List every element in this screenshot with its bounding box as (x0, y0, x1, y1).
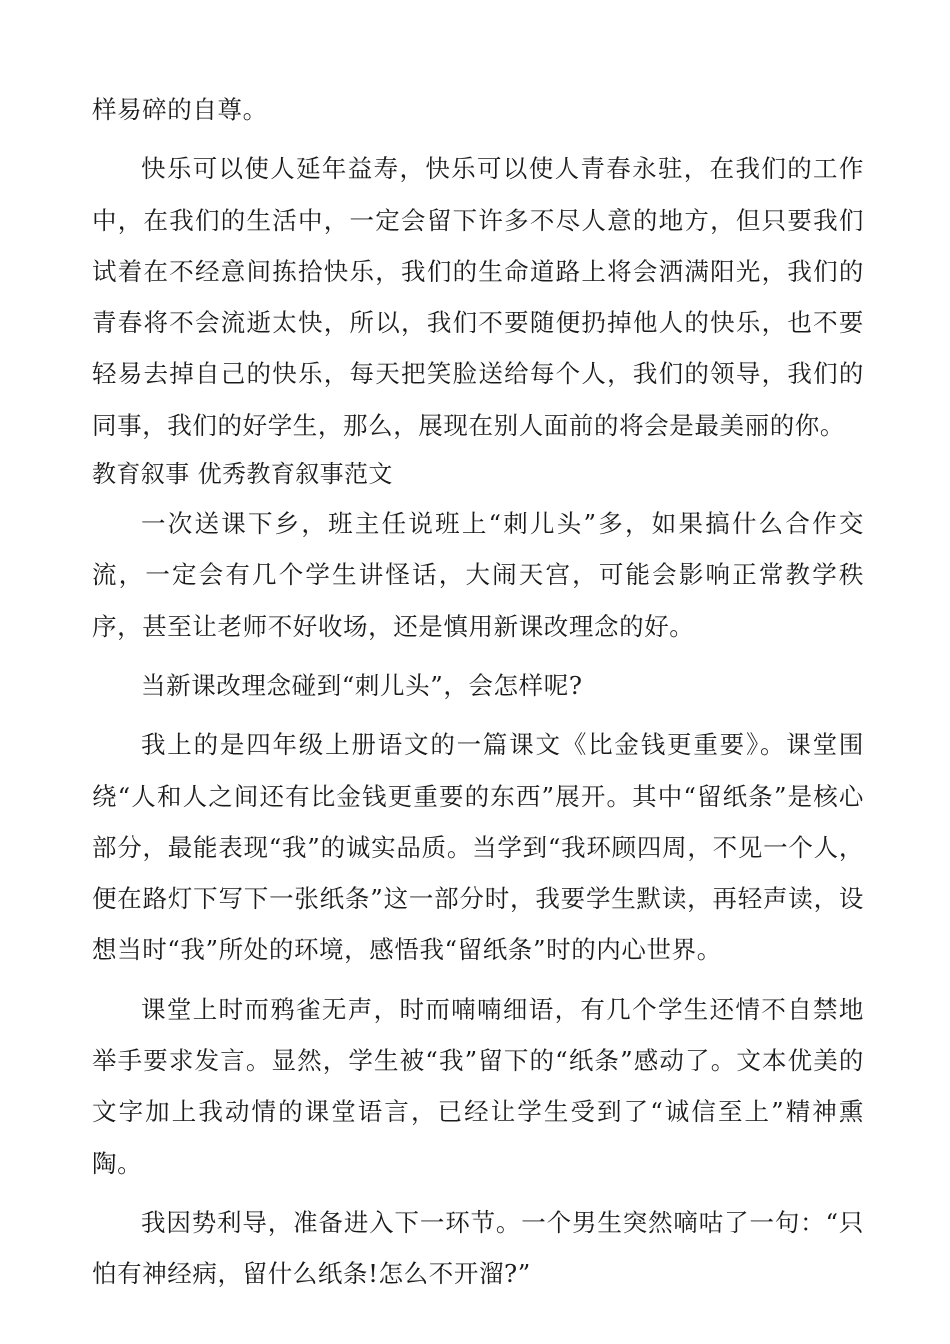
document-body (92, 84, 864, 1300)
paragraph-happiness: 快乐可以使人延年益寿，快乐可以使人青春永驻，在我们的工作中，在我们的生活中，一定会留下许多不尽人意的地方，但只要我们试着在不经意间拣拾快乐，我们的生命道路上将会洒满阳光，我们的青春将不会流逝太快，所以，我们不要随便扔掉他人的快乐，也不要轻易去掉自己的快乐，每天把笑脸送给每个人，我们的领导，我们的同事，我们的好学生，那么，展现在别人面前的将会是最美丽的你。 (92, 154, 864, 440)
paragraph-question: 当新课改理念碰到“刺儿头”，会怎样呢? (141, 670, 583, 700)
paragraph-lesson: 我上的是四年级上册语文的一篇课文《比金钱更重要》。课堂围绕“人和人之间还有比金钱更重要的东西”展开。其中“留纸条”是核心部分，最能表现“我”的诚实品质。当学到“我环顾四周，不见一个人，便在路灯下写下一张纸条”这一部分时，我要学生默读，再轻声读，设想当时“我”所处的环境，感悟我“留纸条”时的内心世界。 (92, 730, 864, 965)
paragraph-turn: 我因势利导，准备进入下一环节。一个男生突然嘀咕了一句：“只怕有神经病，留什么纸条!怎么不开溜?” (92, 1207, 864, 1289)
section-heading: 教育叙事 优秀教育叙事范文 (92, 460, 393, 489)
paragraph-continuation: 样易碎的自尊。 (92, 95, 268, 124)
paragraph-intro: 一次送课下乡，班主任说班上“刺儿头”多，如果搞什么合作交流，一定会有几个学生讲怪话，大闹天宫，可能会影响正常教学秩序，甚至让老师不好收场，还是慎用新课改理念的好。 (92, 509, 864, 641)
paragraph-classroom: 课堂上时而鸦雀无声，时而喃喃细语，有几个学生还情不自禁地举手要求发言。显然，学生被“我”留下的“纸条”感动了。文本优美的文字加上我动情的课堂语言，已经让学生受到了“诚信至上”精神熏陶。 (92, 994, 864, 1178)
